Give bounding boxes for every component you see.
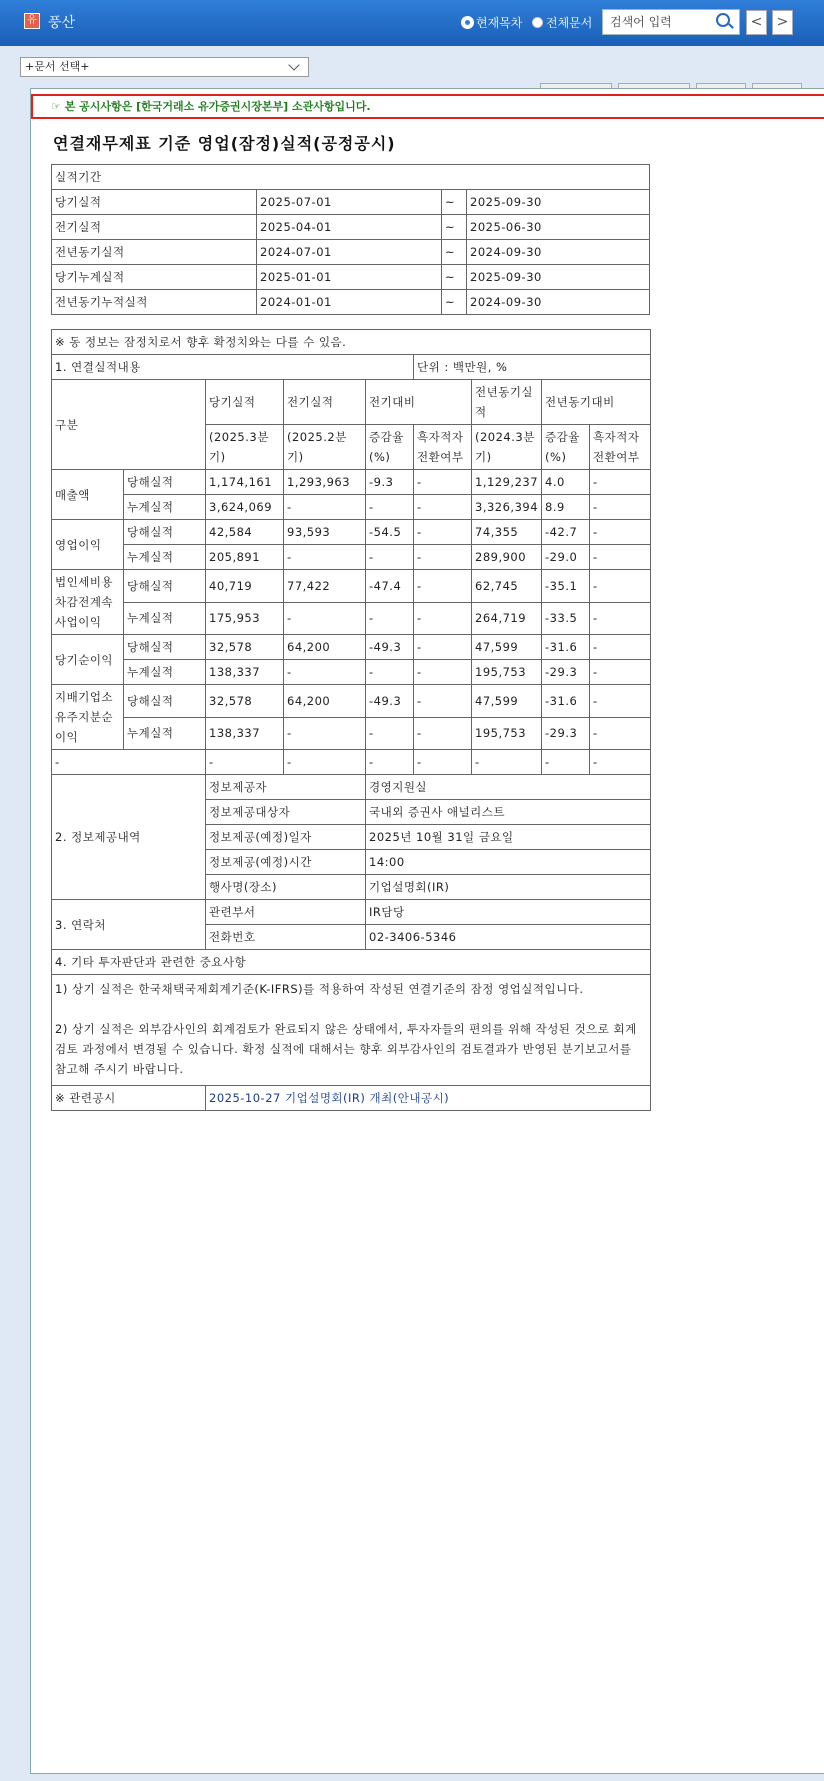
value-cell: 289,900 bbox=[472, 545, 542, 570]
header-rate-yoy: 증감율(%) bbox=[542, 425, 590, 470]
table-row bbox=[52, 215, 650, 240]
value-cell: - bbox=[366, 750, 414, 775]
period-from: 2025-01-01 bbox=[257, 265, 442, 290]
radio-current-label: 현재목차 bbox=[476, 16, 523, 30]
value-cell: - bbox=[414, 750, 472, 775]
section-4-title: 4. 기타 투자판단과 관련한 중요사항 bbox=[52, 950, 651, 975]
value-cell: - bbox=[590, 470, 651, 495]
value-cell: 32,578 bbox=[206, 685, 284, 718]
table-row bbox=[52, 495, 651, 520]
header-turn-yoy: 흑자적자전환여부 bbox=[590, 425, 651, 470]
period-label: 전기실적 bbox=[52, 215, 257, 240]
value-cell: - bbox=[414, 635, 472, 660]
header-yoy: 전년동기실적 bbox=[472, 380, 542, 425]
related-disclosure-link[interactable]: 2025-10-27 기업설명회(IR) 개최(안내공시) bbox=[209, 1091, 450, 1105]
period-sep: ~ bbox=[442, 240, 467, 265]
value-cell: -49.3 bbox=[366, 635, 414, 660]
period-sep: ~ bbox=[442, 215, 467, 240]
results-table bbox=[51, 329, 651, 1111]
value-cell: - bbox=[414, 685, 472, 718]
item-name: 법인세비용차감전계속사업이익 bbox=[52, 570, 124, 635]
value-cell: 64,200 bbox=[284, 685, 366, 718]
item-name: 매출액 bbox=[52, 470, 124, 520]
period-from: 2025-07-01 bbox=[257, 190, 442, 215]
info-label: 정보제공(예정)일자 bbox=[206, 825, 366, 850]
row-type: 누계실적 bbox=[124, 495, 206, 520]
value-cell: - bbox=[414, 520, 472, 545]
value-cell: -54.5 bbox=[366, 520, 414, 545]
top-bar bbox=[0, 0, 824, 46]
row-type: 누계실적 bbox=[124, 660, 206, 685]
period-to: 2024-09-30 bbox=[467, 290, 650, 315]
value-cell: -33.5 bbox=[542, 602, 590, 635]
value-cell: - bbox=[414, 660, 472, 685]
related-label: ※ 관련공시 bbox=[52, 1086, 206, 1111]
period-from: 2024-07-01 bbox=[257, 240, 442, 265]
value-cell: - bbox=[414, 717, 472, 750]
radio-current-section[interactable] bbox=[462, 14, 522, 31]
value-cell: 195,753 bbox=[472, 660, 542, 685]
table-row bbox=[52, 717, 651, 750]
value-cell: - bbox=[472, 750, 542, 775]
company-logo-icon: 유 bbox=[24, 13, 40, 29]
radio-unchecked-icon bbox=[532, 17, 543, 28]
value-cell: - bbox=[284, 750, 366, 775]
contact-value: IR담당 bbox=[366, 900, 651, 925]
value-cell: 93,593 bbox=[284, 520, 366, 545]
value-cell: - bbox=[414, 545, 472, 570]
value-cell: 8.9 bbox=[542, 495, 590, 520]
value-cell: - bbox=[284, 717, 366, 750]
value-cell: - bbox=[284, 495, 366, 520]
row-type: 당해실적 bbox=[124, 685, 206, 718]
table-row bbox=[52, 470, 651, 495]
value-cell: - bbox=[590, 495, 651, 520]
table-row bbox=[52, 660, 651, 685]
period-sep: ~ bbox=[442, 190, 467, 215]
value-cell: -31.6 bbox=[542, 635, 590, 660]
value-cell: - bbox=[366, 602, 414, 635]
value-cell: - bbox=[590, 685, 651, 718]
contact-value: 02-3406-5346 bbox=[366, 925, 651, 950]
info-value: 국내외 증권사 애널리스트 bbox=[366, 800, 651, 825]
value-cell: - bbox=[284, 545, 366, 570]
period-to: 2025-09-30 bbox=[467, 190, 650, 215]
table-row bbox=[52, 685, 651, 718]
table-row bbox=[52, 570, 651, 603]
value-cell: -29.3 bbox=[542, 660, 590, 685]
period-from: 2025-04-01 bbox=[257, 215, 442, 240]
value-cell: 1,293,963 bbox=[284, 470, 366, 495]
period-label: 당기실적 bbox=[52, 190, 257, 215]
value-cell: 175,953 bbox=[206, 602, 284, 635]
info-label: 정보제공대상자 bbox=[206, 800, 366, 825]
value-cell: 47,599 bbox=[472, 685, 542, 718]
value-cell: 1,174,161 bbox=[206, 470, 284, 495]
info-label: 정보제공(예정)시간 bbox=[206, 850, 366, 875]
period-from: 2024-01-01 bbox=[257, 290, 442, 315]
info-value: 경영지원실 bbox=[366, 775, 651, 800]
item-name: 영업이익 bbox=[52, 520, 124, 570]
table-row bbox=[52, 520, 651, 545]
value-cell: -35.1 bbox=[542, 570, 590, 603]
value-cell: - bbox=[366, 717, 414, 750]
period-sep: ~ bbox=[442, 290, 467, 315]
info-label: 정보제공자 bbox=[206, 775, 366, 800]
value-cell: -9.3 bbox=[366, 470, 414, 495]
period-header: 실적기간 bbox=[52, 165, 650, 190]
table-row bbox=[52, 190, 650, 215]
value-cell: - bbox=[590, 635, 651, 660]
value-cell: -29.0 bbox=[542, 545, 590, 570]
value-cell: - bbox=[414, 495, 472, 520]
info-label: 행사명(장소) bbox=[206, 875, 366, 900]
period-to: 2025-09-30 bbox=[467, 265, 650, 290]
header-previous-period: (2025.2분기) bbox=[284, 425, 366, 470]
value-cell: -47.4 bbox=[366, 570, 414, 603]
row-type: 누계실적 bbox=[124, 545, 206, 570]
radio-checked-icon bbox=[462, 17, 473, 28]
value-cell: - bbox=[590, 750, 651, 775]
chevron-down-icon bbox=[288, 59, 299, 70]
value-cell: - bbox=[590, 602, 651, 635]
value-cell: - bbox=[284, 660, 366, 685]
value-cell: 138,337 bbox=[206, 717, 284, 750]
radio-all-label: 전체문서 bbox=[546, 16, 593, 30]
next-button[interactable]: > bbox=[772, 10, 793, 35]
period-to: 2025-06-30 bbox=[467, 215, 650, 240]
section-3-title: 3. 연락처 bbox=[52, 900, 206, 950]
value-cell: 195,753 bbox=[472, 717, 542, 750]
value-cell: 74,355 bbox=[472, 520, 542, 545]
value-cell: 4.0 bbox=[542, 470, 590, 495]
item-name: 지배기업소유주지분순이익 bbox=[52, 685, 124, 750]
header-rate: 증감율(%) bbox=[366, 425, 414, 470]
company-name: 풍산 bbox=[48, 15, 76, 31]
unit-label: 단위 : 백만원, % bbox=[414, 355, 651, 380]
row-type: 당해실적 bbox=[124, 520, 206, 545]
document-select-value: +문서 선택+ bbox=[25, 60, 90, 73]
value-cell: - bbox=[366, 660, 414, 685]
contact-label: 전화번호 bbox=[206, 925, 366, 950]
table-row bbox=[52, 602, 651, 635]
value-cell: -29.3 bbox=[542, 717, 590, 750]
header-vs-previous: 전기대비 bbox=[366, 380, 472, 425]
value-cell: 64,200 bbox=[284, 635, 366, 660]
other-note-2: 2) 상기 실적은 외부감사인의 회계검토가 완료되지 않은 상태에서, 투자자들의 편의를 위해 작성된 것으로 회계검토 과정에서 변경될 수 있습니다. 확정 실적에 대해서는 향후 외부감사인의 검토결과가 반영된 분기보고서를 참고해 주시기 바랍니다. bbox=[55, 1022, 637, 1076]
period-label: 당기누계실적 bbox=[52, 265, 257, 290]
value-cell: - bbox=[414, 602, 472, 635]
header-yoy-period: (2024.3분기) bbox=[472, 425, 542, 470]
value-cell: - bbox=[590, 660, 651, 685]
header-turn: 흑자적자전환여부 bbox=[414, 425, 472, 470]
header-current: 당기실적 bbox=[206, 380, 284, 425]
value-cell: - bbox=[284, 602, 366, 635]
period-label: 전년동기누적실적 bbox=[52, 290, 257, 315]
info-value: 2025년 10월 31일 금요일 bbox=[366, 825, 651, 850]
value-cell: - bbox=[590, 520, 651, 545]
row-type: 당해실적 bbox=[124, 635, 206, 660]
value-cell: - bbox=[366, 545, 414, 570]
value-cell: 40,719 bbox=[206, 570, 284, 603]
table-row bbox=[52, 545, 651, 570]
prev-button[interactable]: < bbox=[746, 10, 767, 35]
search-input[interactable]: 검색어 입력 bbox=[602, 9, 740, 35]
section-1-title: 1. 연결실적내용 bbox=[52, 355, 414, 380]
period-label: 전년동기실적 bbox=[52, 240, 257, 265]
table-row bbox=[52, 290, 650, 315]
value-cell: 205,891 bbox=[206, 545, 284, 570]
period-sep: ~ bbox=[442, 265, 467, 290]
value-cell: - bbox=[542, 750, 590, 775]
value-cell: 77,422 bbox=[284, 570, 366, 603]
value-cell: 47,599 bbox=[472, 635, 542, 660]
row-type: 당해실적 bbox=[124, 570, 206, 603]
value-cell: -31.6 bbox=[542, 685, 590, 718]
contact-label: 관련부서 bbox=[206, 900, 366, 925]
period-to: 2024-09-30 bbox=[467, 240, 650, 265]
row-type: 당해실적 bbox=[124, 470, 206, 495]
value-cell: - bbox=[52, 750, 206, 775]
value-cell: - bbox=[590, 570, 651, 603]
value-cell: - bbox=[366, 495, 414, 520]
value-cell: - bbox=[414, 570, 472, 603]
value-cell: 32,578 bbox=[206, 635, 284, 660]
results-body bbox=[52, 470, 651, 750]
other-note-1: 1) 상기 실적은 한국채택국제회계기준(K-IFRS)를 적용하여 작성된 연결기준의 잠정 영업실적입니다. bbox=[55, 982, 584, 996]
notice-banner: ☞ 본 공시사항은 [한국거래소 유가증권시장본부] 소관사항입니다. bbox=[31, 94, 824, 119]
value-cell: 264,719 bbox=[472, 602, 542, 635]
radio-all-documents[interactable] bbox=[532, 14, 592, 31]
value-cell: - bbox=[206, 750, 284, 775]
header-gubun: 구분 bbox=[52, 380, 206, 470]
disclaimer-note: ※ 동 정보는 잠정치로서 향후 확정치와는 다를 수 있음. bbox=[52, 330, 651, 355]
value-cell: -42.7 bbox=[542, 520, 590, 545]
page-title: 연결재무제표 기준 영업(잠정)실적(공정공시) bbox=[53, 134, 396, 153]
info-value: 기업설명회(IR) bbox=[366, 875, 651, 900]
table-row bbox=[52, 750, 651, 775]
table-row bbox=[52, 240, 650, 265]
value-cell: 3,326,394 bbox=[472, 495, 542, 520]
value-cell: - bbox=[414, 470, 472, 495]
header-vs-yoy: 전년동기대비 bbox=[542, 380, 651, 425]
table-row bbox=[52, 635, 651, 660]
section-2-title: 2. 정보제공내역 bbox=[52, 775, 206, 900]
row-type: 누계실적 bbox=[124, 717, 206, 750]
value-cell: 3,624,069 bbox=[206, 495, 284, 520]
header-current-period: (2025.3분기) bbox=[206, 425, 284, 470]
value-cell: 62,745 bbox=[472, 570, 542, 603]
period-table bbox=[51, 164, 650, 315]
value-cell: 138,337 bbox=[206, 660, 284, 685]
value-cell: 1,129,237 bbox=[472, 470, 542, 495]
value-cell: - bbox=[590, 717, 651, 750]
item-name: 당기순이익 bbox=[52, 635, 124, 685]
header-previous: 전기실적 bbox=[284, 380, 366, 425]
value-cell: 42,584 bbox=[206, 520, 284, 545]
table-row bbox=[52, 265, 650, 290]
value-cell: - bbox=[590, 545, 651, 570]
search-icon[interactable] bbox=[716, 13, 730, 27]
info-value: 14:00 bbox=[366, 850, 651, 875]
document-select[interactable] bbox=[20, 57, 309, 77]
value-cell: -49.3 bbox=[366, 685, 414, 718]
row-type: 누계실적 bbox=[124, 602, 206, 635]
